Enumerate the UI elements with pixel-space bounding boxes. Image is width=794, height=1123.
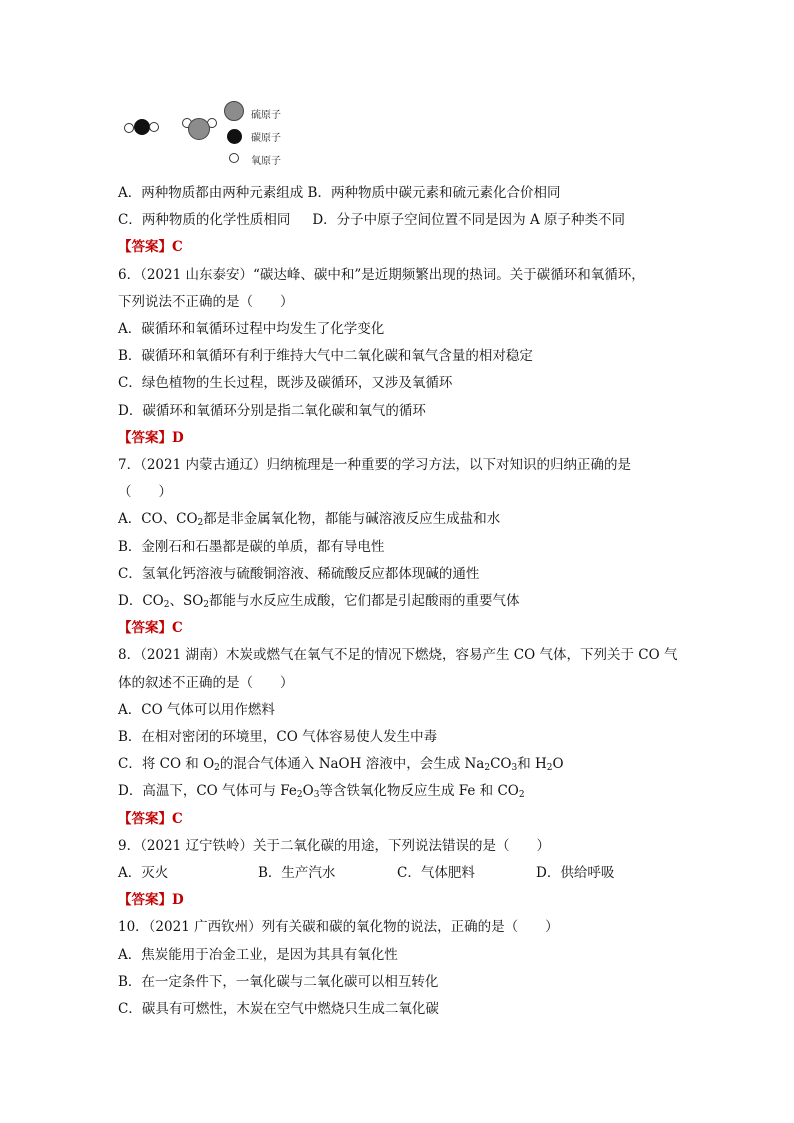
legend-carbon-swatch (227, 129, 242, 144)
q10-option-c: C．碳具有可燃性，木炭在空气中燃烧只生成二氧化碳 (118, 1001, 439, 1018)
q9-answer-value: D (172, 892, 184, 909)
legend-oxygen-label: 氧原子 (251, 156, 281, 167)
q9-option-d: D．供给呼吸 (536, 865, 615, 882)
oxygen-atom (149, 122, 159, 132)
q8-option-b: B．在相对密闭的环境里，CO 气体容易使人发生中毒 (118, 729, 438, 746)
q8-answer-value: C (172, 810, 183, 827)
q6-answer-value: D (172, 429, 184, 446)
q7-answer-value: C (172, 620, 183, 637)
q10-option-a: A．焦炭能用于冶金工业，是因为其具有氧化性 (118, 946, 398, 963)
q6-option-c: C．绿色植物的生长过程，既涉及碳循环，又涉及氧循环 (118, 375, 453, 392)
q6-option-d: D．碳循环和氧循环分别是指二氧化碳和氧气的循环 (118, 402, 426, 419)
q8-stem-line2: 体的叙述不正确的是（ ） (118, 674, 294, 691)
q9-answer: 【答案】D (118, 892, 184, 909)
q5-option-d: D．分子中原子空间位置不同是因为 A 原子种类不同 (312, 212, 625, 229)
q10-stem: 10．（2021 广西钦州）列有关碳和碳的氧化物的说法，正确的是（ ） (118, 919, 559, 936)
q5-option-c: C．两种物质的化学性质相同 (118, 212, 291, 229)
q7-stem-line1: 7．（2021 内蒙古通辽）归纳梳理是一种重要的学习方法，以下对知识的归纳正确的是 (118, 457, 631, 474)
q7-answer: 【答案】C (118, 620, 183, 637)
q5-answer-value: C (172, 239, 183, 256)
q8-answer: 【答案】C (118, 810, 183, 827)
q6-stem-line1: 6．（2021 山东泰安）“碳达峰、碳中和”是近期频繁出现的热词。关于碳循环和氧循环， (118, 266, 645, 283)
q5-option-b: B．两种物质中碳元素和硫元素化合价相同 (307, 185, 561, 201)
legend-carbon-label: 碳原子 (251, 133, 281, 144)
question-list (118, 180, 678, 1023)
q5-option-ab (118, 180, 678, 207)
q8-option-d: D．高温下，CO 气体可与 $Fe_2O_3$等含铁氧化物反应生成 Fe 和 $CO_2$ (118, 783, 525, 801)
q9-stem: 9．（2021 辽宁铁岭）关于二氧化碳的用途，下列说法错误的是（ ） (118, 837, 550, 854)
q9-option-b: B．生产汽水 (258, 865, 336, 882)
carbon-atom (134, 119, 150, 135)
sulfur-atom (188, 118, 210, 140)
legend-sulfur-label: 硫原子 (251, 110, 281, 121)
q9-option-a: A．灭火 (118, 865, 169, 882)
q8-option-a: A．CO 气体可以用作燃料 (118, 701, 275, 718)
q5-option-cd (118, 207, 678, 234)
q8-stem-line1: 8．（2021 湖南）木炭或燃气在氧气不足的情况下燃烧，容易产生 CO 气体，下列关于 CO 气 (118, 647, 678, 664)
q7-option-d: D．$CO_2$、$SO_2$都能与水反应生成酸，它们都是引起酸雨的重要气体 (118, 593, 520, 611)
q6-answer: 【答案】D (118, 429, 184, 446)
q10-option-b: B．在一定条件下，一氧化碳与二氧化碳可以相互转化 (118, 973, 439, 990)
q6-option-b: B．碳循环和氧循环有利于维持大气中二氧化碳和氧气含量的相对稳定 (118, 348, 533, 365)
legend-sulfur-swatch (224, 101, 244, 121)
q5-option-a: A．两种物质都由两种元素组成 (118, 185, 304, 201)
q7-stem-line2: （ ） (118, 484, 172, 501)
q8-option-c: C．将 CO 和 $O_2$的混合气体通入 NaOH 溶液中，会生成 $Na_2CO_3$和 $H_2O$ (118, 756, 564, 774)
q5-answer: 【答案】C (118, 239, 183, 256)
q6-stem-line2: 下列说法不正确的是（ ） (118, 293, 294, 310)
q7-option-b: B．金刚石和石墨都是碳的单质，都有导电性 (118, 538, 385, 555)
q9-options (118, 860, 678, 887)
oxygen-atom (124, 123, 134, 133)
q6-option-a: A．碳循环和氧循环过程中均发生了化学变化 (118, 321, 385, 338)
q7-option-a: A．CO、$CO_2$都是非金属氧化物，都能与碱溶液反应生成盐和水 (118, 511, 501, 529)
q9-option-c: C．气体肥料 (397, 865, 475, 882)
q7-option-c: C．氢氧化钙溶液与硫酸铜溶液、稀硫酸反应都体现碱的通性 (118, 565, 480, 582)
legend-oxygen-swatch (229, 153, 239, 163)
